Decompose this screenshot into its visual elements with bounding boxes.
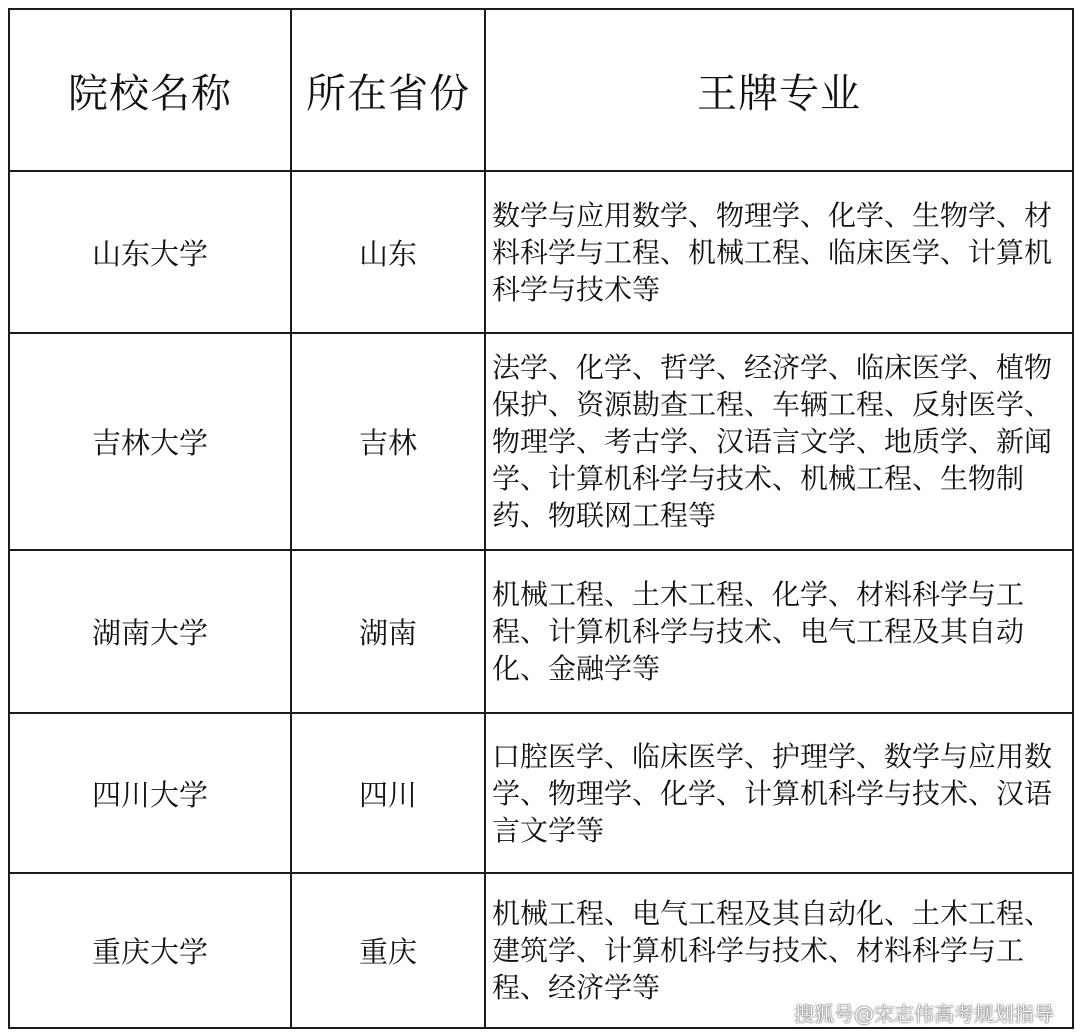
header-majors: 王牌专业 <box>485 9 1073 171</box>
table-row <box>9 550 1073 713</box>
cell-university-name: 重庆大学 <box>9 873 291 1028</box>
cell-university-name: 湖南大学 <box>9 550 291 713</box>
table-row <box>9 333 1073 550</box>
cell-majors: 数学与应用数学、物理学、化学、生物学、材料科学与工程、机械工程、临床医学、计算机科学与技术等 <box>485 171 1073 333</box>
header-university-name: 院校名称 <box>9 9 291 171</box>
cell-province: 湖南 <box>291 550 485 713</box>
cell-university-name: 吉林大学 <box>9 333 291 550</box>
cell-majors: 机械工程、土木工程、化学、材料科学与工程、计算机科学与技术、电气工程及其自动化、金融学等 <box>485 550 1073 713</box>
cell-majors: 法学、化学、哲学、经济学、临床医学、植物保护、资源勘查工程、车辆工程、反射医学、物理学、考古学、汉语言文学、地质学、新闻学、计算机科学与技术、机械工程、生物制药、物联网工程等 <box>485 333 1073 550</box>
table-header-row <box>9 9 1073 171</box>
cell-majors: 机械工程、电气工程及其自动化、土木工程、建筑学、计算机科学与技术、材料科学与工程、经济学等 <box>485 873 1073 1028</box>
cell-province: 吉林 <box>291 333 485 550</box>
cell-province: 重庆 <box>291 873 485 1028</box>
university-majors-table <box>8 8 1074 1029</box>
cell-majors: 口腔医学、临床医学、护理学、数学与应用数学、物理学、化学、计算机科学与技术、汉语言文学等 <box>485 713 1073 873</box>
cell-province: 四川 <box>291 713 485 873</box>
cell-province: 山东 <box>291 171 485 333</box>
university-table-container <box>8 8 1072 1025</box>
header-province: 所在省份 <box>291 9 485 171</box>
table-row <box>9 713 1073 873</box>
cell-university-name: 山东大学 <box>9 171 291 333</box>
watermark-text: 搜狐号@宋志伟高考规划指导 <box>794 1002 1054 1026</box>
cell-university-name: 四川大学 <box>9 713 291 873</box>
table-row <box>9 171 1073 333</box>
